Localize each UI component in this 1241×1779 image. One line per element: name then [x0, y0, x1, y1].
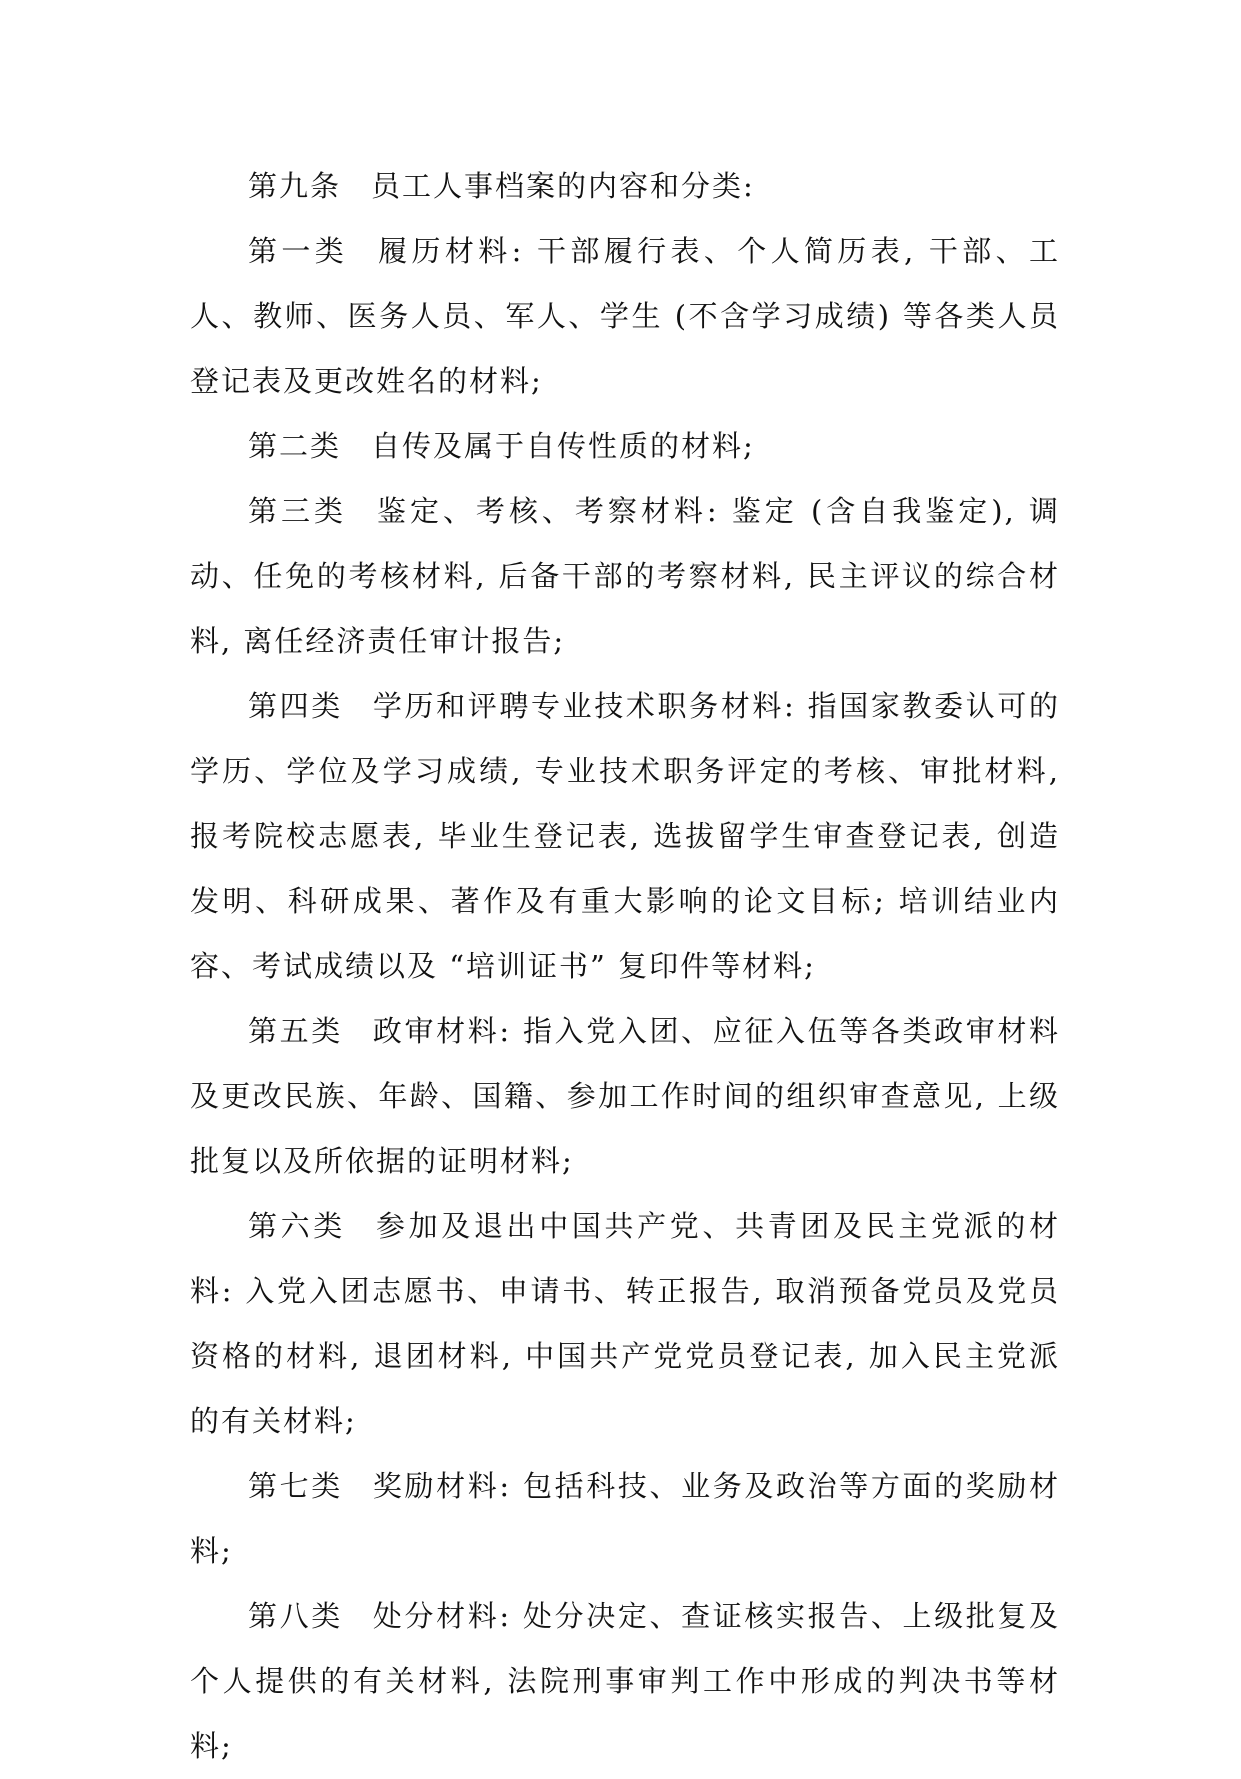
paragraph-heading: 第六类	[248, 1209, 346, 1243]
paragraph-heading: 第九条	[248, 169, 342, 203]
paragraph-text: 处分材料: 处分决定、查证核实报告、上级批复及个人提供的有关材料, 法院刑事审判工作中形成的判决书等材料;	[190, 1599, 1060, 1763]
paragraph-heading: 第二类	[248, 429, 342, 463]
paragraph-category-5	[190, 999, 1060, 1194]
paragraph-heading: 第三类	[248, 494, 347, 528]
paragraph-category-2	[190, 414, 1060, 479]
paragraph-text: 自传及属于自传性质的材料;	[371, 429, 755, 463]
paragraph-heading: 第四类	[248, 689, 343, 723]
paragraph-text: 鉴定、考核、考察材料: 鉴定 (含自我鉴定), 调动、任免的考核材料, 后备干部的考察材料, 民主评议的综合材料, 离任经济责任审计报告;	[190, 494, 1060, 658]
paragraph-heading: 第五类	[248, 1014, 343, 1048]
paragraph-article-9	[190, 154, 1060, 219]
paragraph-category-4	[190, 674, 1060, 999]
paragraph-category-8	[190, 1584, 1060, 1779]
paragraph-heading: 第七类	[248, 1469, 343, 1503]
paragraph-category-1	[190, 219, 1060, 414]
paragraph-category-3	[190, 479, 1060, 674]
document-body	[190, 154, 1060, 1779]
paragraph-text: 员工人事档案的内容和分类:	[371, 169, 755, 203]
paragraph-heading: 第一类	[248, 234, 349, 268]
paragraph-text: 学历和评聘专业技术职务材料: 指国家教委认可的学历、学位及学习成绩, 专业技术职务评定的考核、审批材料, 报考院校志愿表, 毕业生登记表, 选拔留学生审查登记表, 创造发明、科研成果、著作及有重大影响的论文目标; 培训结业内容、考试成绩以及 “培训证书” 复印件等材料;	[190, 689, 1060, 983]
paragraph-text: 奖励材料: 包括科技、业务及政治等方面的奖励材料;	[190, 1469, 1060, 1568]
paragraph-category-7	[190, 1454, 1060, 1584]
paragraph-category-6	[190, 1194, 1060, 1454]
paragraph-heading: 第八类	[248, 1599, 343, 1633]
paragraph-text: 政审材料: 指入党入团、应征入伍等各类政审材料及更改民族、年龄、国籍、参加工作时间的组织审查意见, 上级批复以及所依据的证明材料;	[190, 1014, 1060, 1178]
paragraph-text: 履历材料: 干部履行表、个人简历表, 干部、工人、教师、医务人员、军人、学生 (不含学习成绩) 等各类人员登记表及更改姓名的材料;	[190, 234, 1060, 398]
paragraph-text: 参加及退出中国共产党、共青团及民主党派的材料: 入党入团志愿书、申请书、转正报告, 取消预备党员及党员资格的材料, 退团材料, 中国共产党党员登记表, 加入民主党派的有关材料;	[190, 1209, 1060, 1438]
